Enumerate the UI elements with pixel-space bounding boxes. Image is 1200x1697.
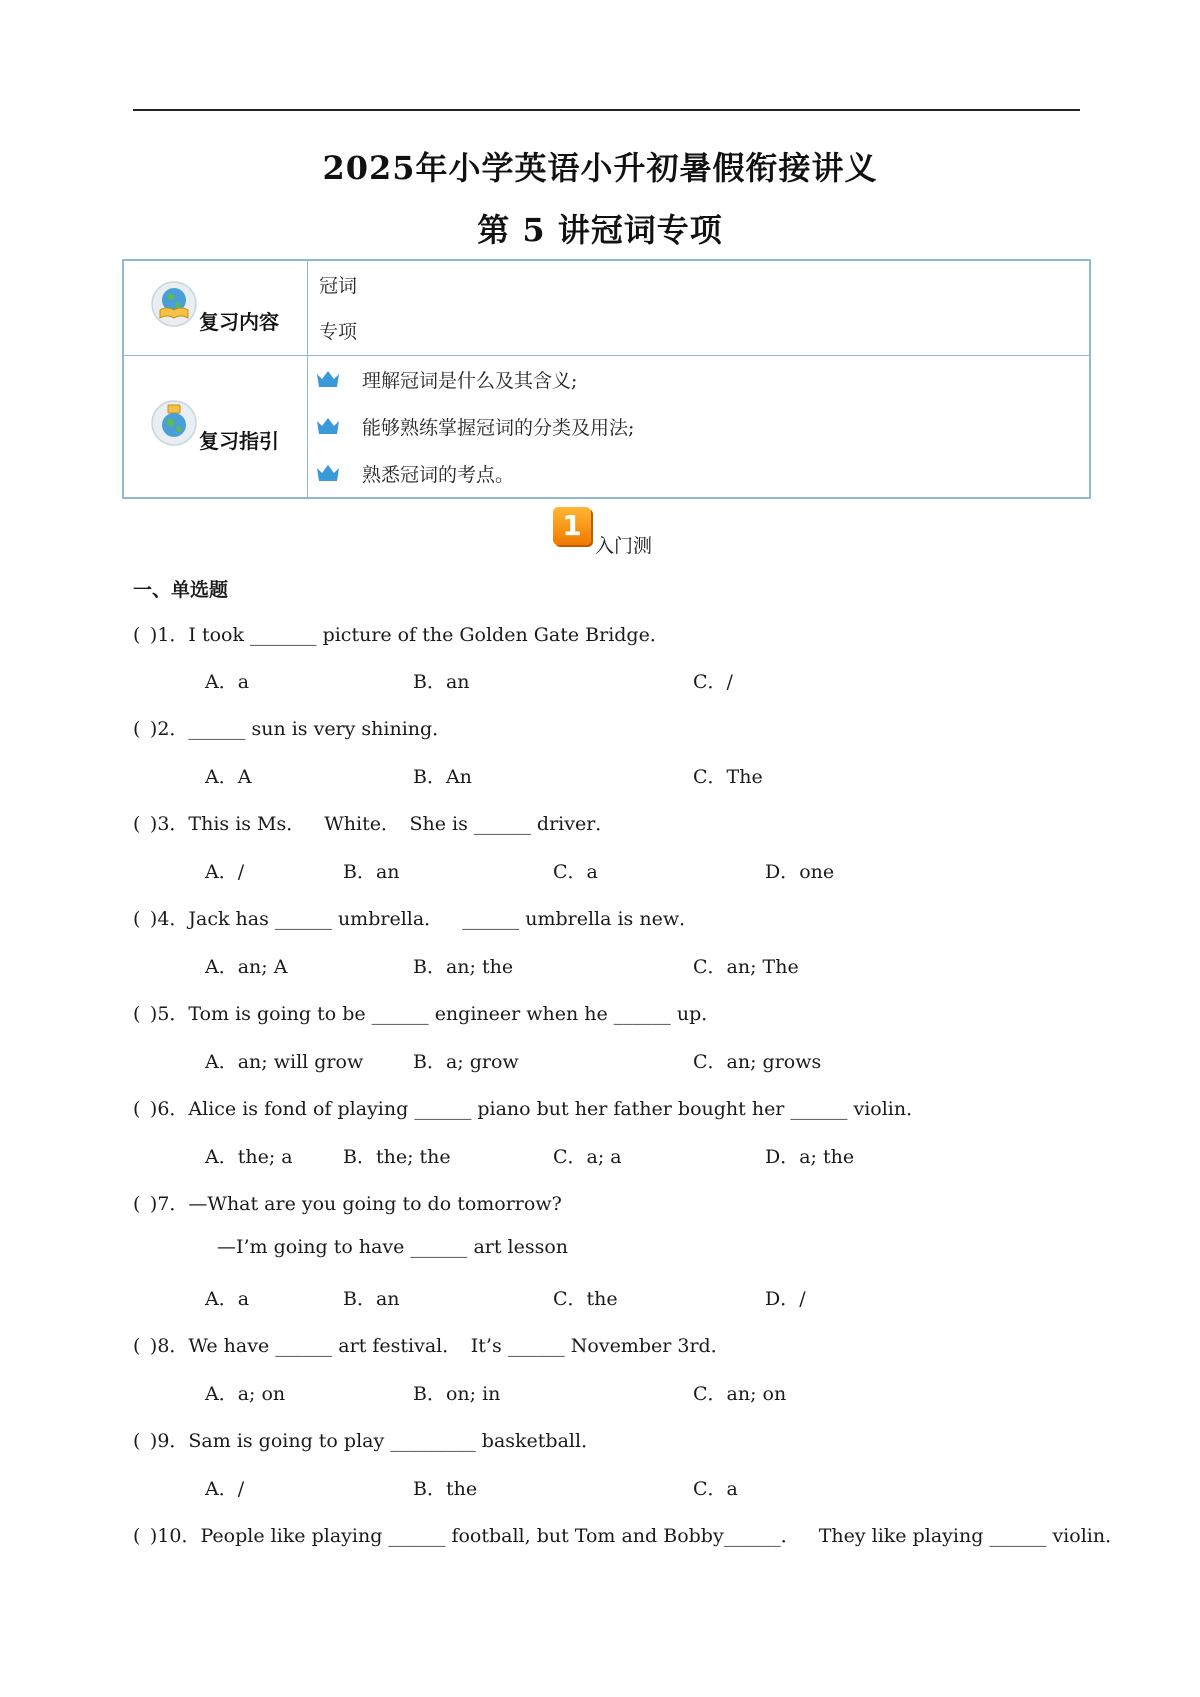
globe-stand-icon [150, 399, 198, 447]
question-8-option-c: C．an; on [693, 1383, 787, 1405]
crown-bullet-icon [316, 416, 340, 436]
question-9: ( )9．Sam is going to play _________ basketball． [133, 1430, 601, 1452]
question-7-option-c: C．the [553, 1288, 618, 1310]
question-7-option-a: A．a [205, 1288, 250, 1310]
question-1: ( )1．I took _______ picture of the Golden Gate Bridge． [133, 624, 669, 646]
question-1-option-c: C．/ [693, 671, 733, 693]
section-number: 1 [553, 507, 591, 545]
review-guide-label [150, 399, 300, 459]
review-table [122, 259, 1091, 499]
question-5-option-a: A．an; will grow [205, 1051, 364, 1073]
review-content-text: 复习内容 [199, 310, 279, 334]
question-2-option-a: A．A [205, 766, 252, 788]
question-8: ( )8．We have ______ art festival． It’s ______ November 3rd． [133, 1335, 730, 1357]
question-9-option-c: C．a [693, 1478, 738, 1500]
question-7-response: —I’m going to have ______ art lesson [217, 1236, 569, 1258]
question-4-option-b: B．an; the [413, 956, 514, 978]
question-7-option-b: B．an [343, 1288, 400, 1310]
question-10: ( )10．People like playing ______ football, but Tom and Bobby______． They like playing ______ violin． [133, 1525, 1125, 1547]
header-rule [133, 109, 1080, 111]
question-9-option-b: B．the [413, 1478, 478, 1500]
document-title: 2025年小学英语小升初暑假衔接讲义 [322, 149, 878, 187]
guide-item-2 [316, 413, 634, 440]
guide-item-text: 能够熟练掌握冠词的分类及用法; [362, 417, 635, 439]
review-content-line-2: 专项 [319, 321, 358, 343]
question-3-option-a: A．/ [205, 861, 245, 883]
question-5-option-c: C．an; grows [693, 1051, 822, 1073]
question-8-option-a: A．a; on [205, 1383, 286, 1405]
review-guide-text: 复习指引 [199, 429, 279, 453]
guide-item-text: 理解冠词是什么及其含义; [362, 370, 578, 392]
table-divider-vertical [307, 261, 308, 497]
question-3-option-c: C．a [553, 861, 598, 883]
review-content-label [150, 280, 300, 340]
question-6-option-d: D．a; the [765, 1146, 855, 1168]
question-1-option-a: A．a [205, 671, 250, 693]
question-2-option-c: C．The [693, 766, 763, 788]
question-6: ( )6．Alice is fond of playing ______ piano but her father bought her ______ violin． [133, 1098, 926, 1120]
question-4: ( )4．Jack has ______ umbrella． ______ umbrella is new． [133, 908, 699, 930]
question-3: ( )3．This is Ms． White． She is ______ driver． [133, 813, 615, 835]
question-2: ( )2．______ sun is very shining． [133, 718, 452, 740]
guide-item-3 [316, 460, 514, 487]
question-6-option-a: A．the; a [205, 1146, 293, 1168]
part-heading: 一、单选题 [133, 579, 229, 601]
question-6-option-b: B．the; the [343, 1146, 451, 1168]
crown-bullet-icon [316, 369, 340, 389]
question-4-option-a: A．an; A [205, 956, 288, 978]
question-7: ( )7．—What are you going to do tomorrow? [133, 1193, 562, 1215]
guide-item-1 [316, 366, 577, 393]
review-content-line-1: 冠词 [319, 275, 358, 297]
question-8-option-b: B．on; in [413, 1383, 501, 1405]
lesson-title: 第 5 讲冠词专项 [477, 211, 723, 249]
table-divider-horizontal [124, 355, 1089, 356]
question-6-option-c: C．a; a [553, 1146, 622, 1168]
globe-book-icon [150, 280, 198, 328]
question-2-option-b: B．An [413, 766, 472, 788]
question-7-option-d: D．/ [765, 1288, 806, 1310]
question-3-option-b: B．an [343, 861, 400, 883]
question-1-option-b: B．an [413, 671, 470, 693]
section-title: 入门测 [595, 535, 653, 557]
question-5: ( )5．Tom is going to be ______ engineer when he ______ up． [133, 1003, 721, 1025]
question-5-option-b: B．a; grow [413, 1051, 519, 1073]
question-4-option-c: C．an; The [693, 956, 799, 978]
question-9-option-a: A．/ [205, 1478, 245, 1500]
crown-bullet-icon [316, 463, 340, 483]
guide-item-text: 熟悉冠词的考点。 [362, 464, 515, 486]
question-3-option-d: D．one [765, 861, 835, 883]
